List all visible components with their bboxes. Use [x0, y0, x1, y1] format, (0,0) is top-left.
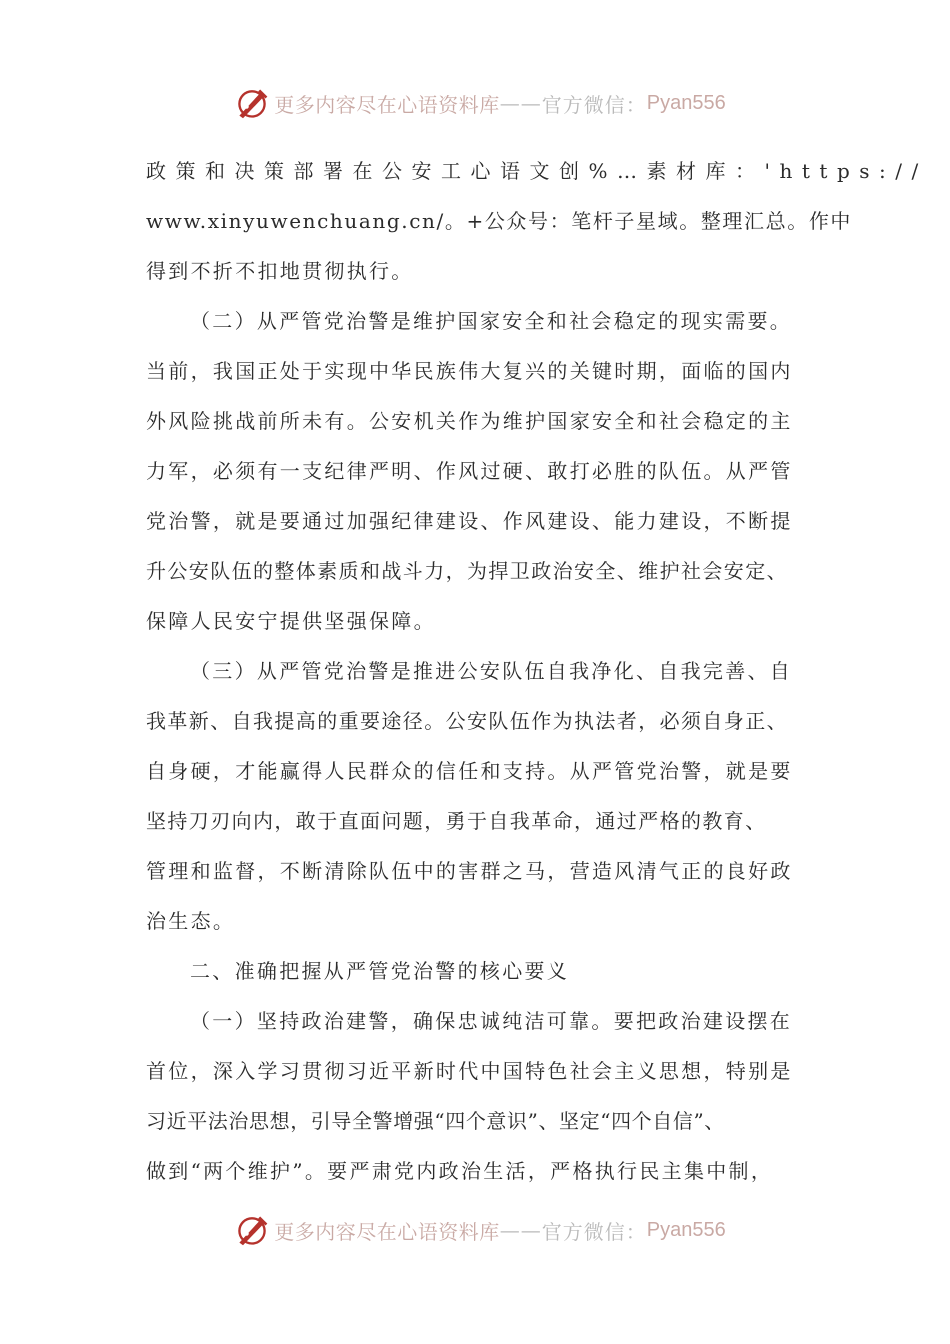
banner-title: 更多内容尽在心语资料库	[274, 92, 500, 117]
footer-watermark-banner	[0, 1210, 950, 1250]
text-line: 管理和监督，不断清除队伍中的害群之马，营造风清气正的良好政	[146, 859, 793, 883]
banner-dash: ——	[499, 91, 542, 115]
banner-wechat-label: 官方微信：	[541, 1219, 647, 1244]
banner-dash: ——	[499, 1218, 542, 1242]
banner-wechat-label: 官方微信：	[541, 92, 647, 117]
text-line: 政策和决策部署在公安工心语文创%…素材库：'https://	[146, 159, 928, 183]
text-line: 力军，必须有一支纪律严明、作风过硬、敢打必胜的队伍。从严管	[146, 459, 793, 483]
banner-title: 更多内容尽在心语资料库	[274, 1219, 500, 1244]
text-line: 习近平法治思想，引导全警增强“四个意识”、坚定“四个自信”、	[146, 1109, 725, 1133]
text-line: 党治警，就是要通过加强纪律建设、作风建设、能力建设，不断提	[146, 509, 793, 533]
text-line: 外风险挑战前所未有。公安机关作为维护国家安全和社会稳定的主	[146, 409, 793, 433]
text-line: 治生态。	[146, 909, 236, 933]
text-line: 得到不折不扣地贯彻执行。	[146, 259, 414, 283]
text-line: 保障人民安宁提供坚强保障。	[146, 609, 436, 633]
text-line: 做到“两个维护”。要严肃党内政治生活，严格执行民主集中制，	[146, 1159, 774, 1183]
pen-logo-icon	[234, 85, 270, 121]
text-line: 当前，我国正处于实现中华民族伟大复兴的关键时期，面临的国内	[146, 359, 793, 383]
document-body	[146, 146, 928, 1196]
text-line: 升公安队伍的整体素质和战斗力，为捍卫政治安全、维护社会安定、	[146, 559, 788, 583]
chapter-heading: 二、准确把握从严管党治警的核心要义	[190, 959, 570, 983]
banner-wechat-id: Pyan556	[646, 1218, 726, 1241]
text-line: 自身硬，才能赢得人民群众的信任和支持。从严管党治警，就是要	[146, 759, 793, 783]
text-line: 坚持刀刃向内，敢于直面问题，勇于自我革命，通过严格的教育、	[146, 809, 767, 833]
header-watermark-banner	[0, 83, 950, 123]
section-heading: （三）从严管党治警是推进公安队伍自我净化、自我完善、自	[190, 659, 793, 683]
banner-wechat-id: Pyan556	[646, 91, 726, 114]
section-heading: （二）从严管党治警是维护国家安全和社会稳定的现实需要。	[190, 309, 793, 333]
text-line: www.xinyuwenchuang.cn/。+公众号：笔杆子星域。整理汇总。作中	[146, 209, 853, 233]
text-line: 我革新、自我提高的重要途径。公安队伍作为执法者，必须自身正、	[146, 709, 788, 733]
text-line: 首位，深入学习贯彻习近平新时代中国特色社会主义思想，特别是	[146, 1059, 793, 1083]
pen-logo-icon	[234, 1212, 270, 1248]
section-heading: （一）坚持政治建警，确保忠诚纯洁可靠。要把政治建设摆在	[190, 1009, 793, 1033]
